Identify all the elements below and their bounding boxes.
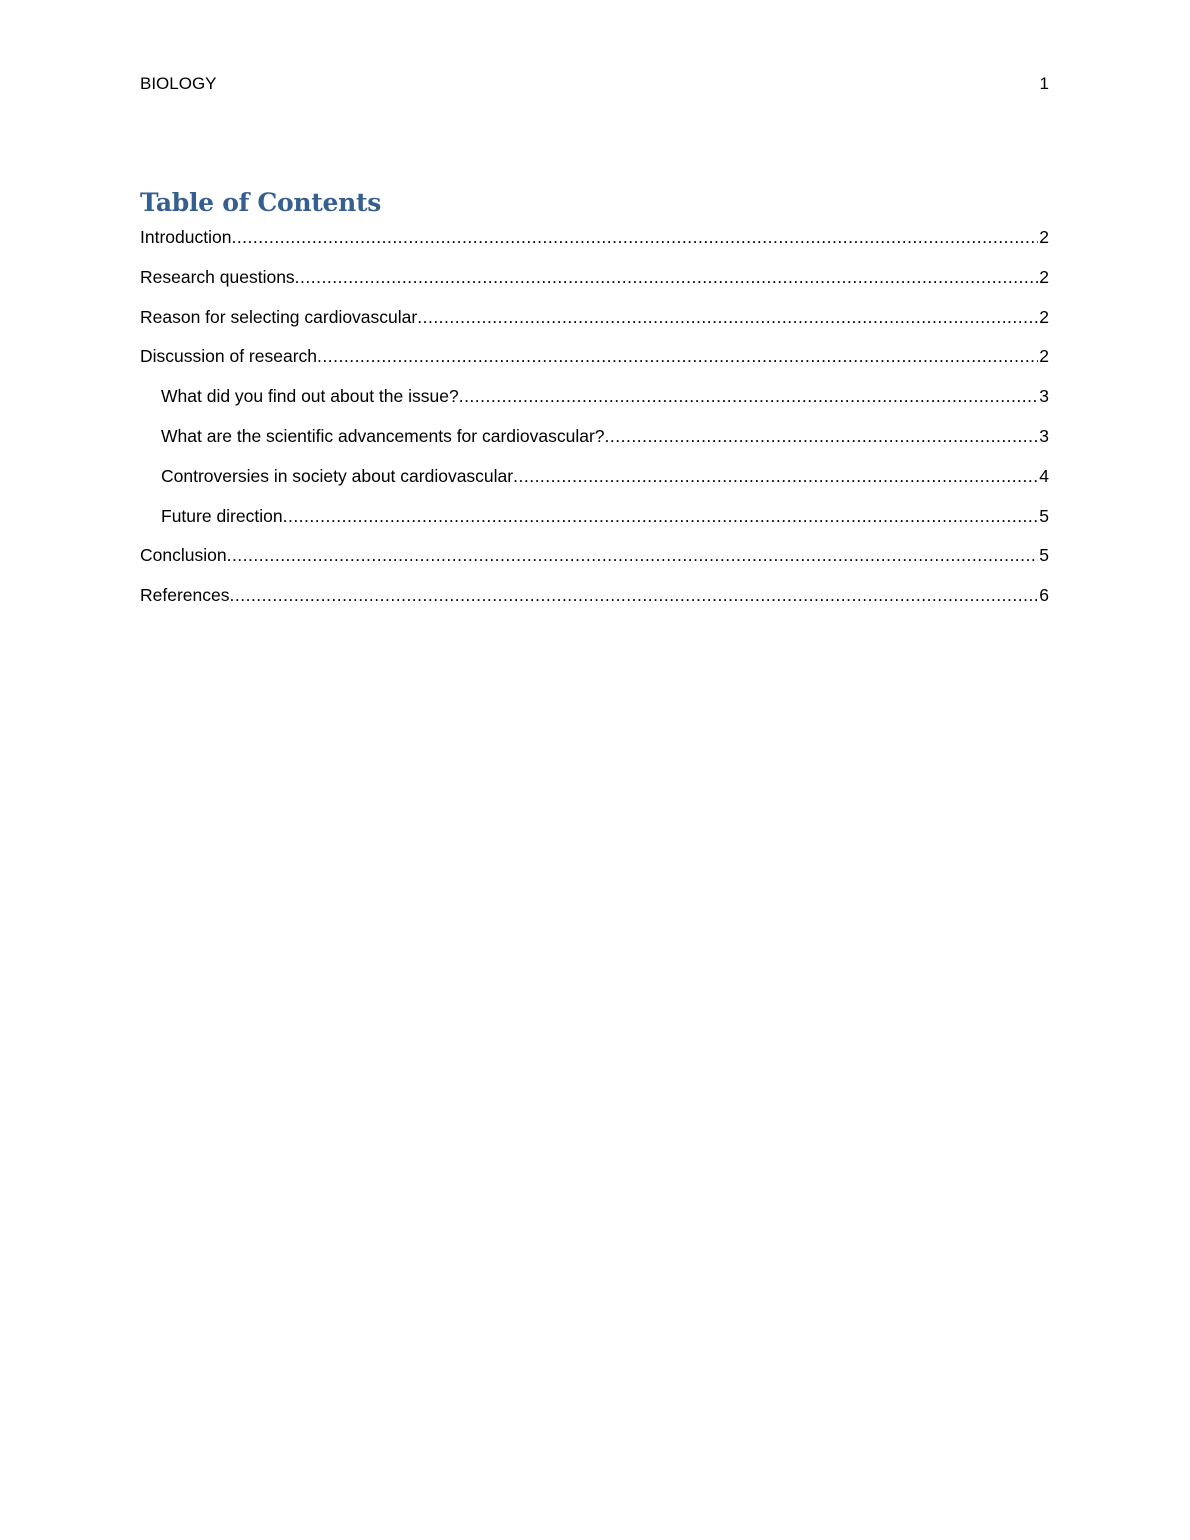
dot-leader: [230, 583, 1039, 607]
toc-entry-page: 2: [1039, 306, 1049, 327]
dot-leader: [317, 344, 1038, 368]
toc-heading: Table of Contents: [140, 188, 382, 217]
toc-entry-title: Controversies in society about cardiovascular: [161, 465, 514, 486]
dot-leader: [459, 384, 1039, 408]
toc-entry[interactable]: [140, 504, 1049, 544]
toc-entry-page: 2: [1039, 346, 1049, 367]
toc-entry-title: Conclusion: [140, 545, 227, 566]
toc-entry[interactable]: [140, 464, 1049, 504]
running-head: BIOLOGY: [140, 74, 217, 93]
toc-entry[interactable]: [140, 344, 1049, 384]
toc-entry-title: Future direction: [161, 505, 283, 526]
toc-entry-page: 4: [1039, 465, 1049, 486]
toc-entry-title: Discussion of research: [140, 346, 318, 367]
toc-entry-page: 5: [1039, 545, 1049, 566]
toc-entry-page: 2: [1039, 266, 1049, 287]
toc-entry[interactable]: [140, 225, 1049, 265]
toc-entry[interactable]: [140, 583, 1049, 623]
toc-entry-title: Research questions: [140, 266, 295, 287]
page-header: [140, 72, 1049, 96]
toc-entry-page: 2: [1039, 227, 1049, 247]
toc-entry-title: Reason for selecting cardiovascular: [140, 306, 418, 327]
toc-entry-title: What did you find out about the issue?: [161, 386, 459, 407]
toc-entry[interactable]: [140, 543, 1049, 583]
toc-entry-page: 6: [1039, 585, 1049, 606]
toc-entry[interactable]: [140, 305, 1049, 345]
toc-entry-page: 5: [1039, 505, 1049, 526]
toc-entry-title: What are the scientific advancements for cardiovascular?: [161, 425, 605, 446]
dot-leader: [417, 305, 1038, 329]
toc-entry-title: Introduction: [140, 227, 232, 247]
dot-leader: [231, 225, 1038, 249]
toc-entry[interactable]: [140, 265, 1049, 305]
toc-entry[interactable]: [140, 424, 1049, 464]
toc-entry-page: 3: [1039, 425, 1049, 446]
toc-entry-title: References: [140, 585, 230, 606]
toc-entry-page: 3: [1039, 386, 1049, 407]
page-number: 1: [1039, 74, 1049, 93]
dot-leader: [227, 543, 1039, 567]
dot-leader: [283, 504, 1039, 528]
dot-leader: [295, 265, 1039, 289]
table-of-contents: [140, 225, 1049, 623]
toc-entry[interactable]: [140, 384, 1049, 424]
dot-leader: [513, 464, 1038, 488]
dot-leader: [605, 424, 1039, 448]
